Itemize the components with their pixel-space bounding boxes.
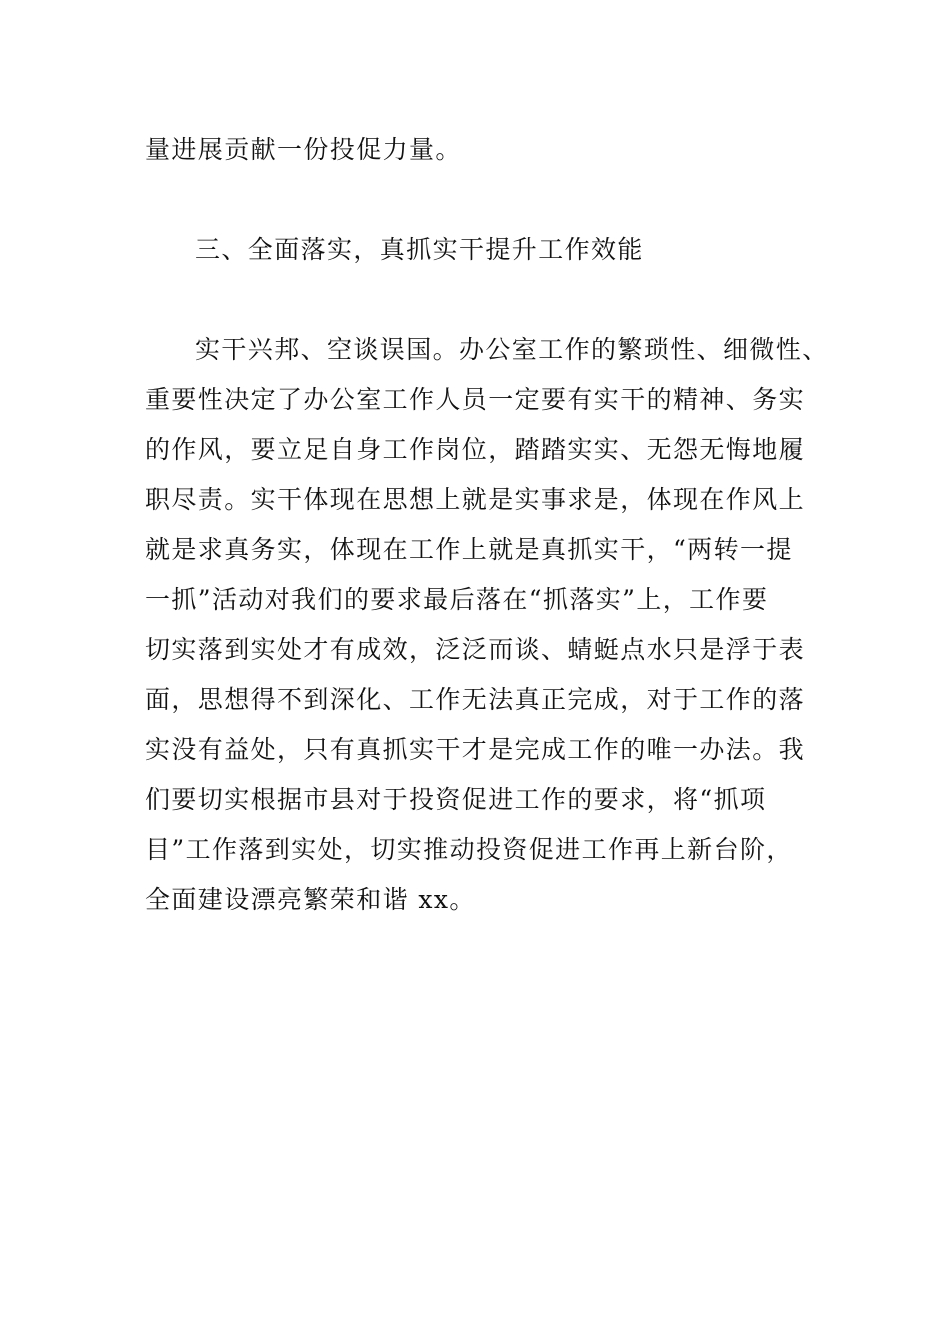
paragraph-line: 重要性决定了办公室工作人员一定要有实干的精神、务实 <box>145 385 806 414</box>
continuation-line: 量进展贡献一份投促力量。 <box>145 135 462 164</box>
paragraph-line: 实没有益处，只有真抓实干才是完成工作的唯一办法。我 <box>145 735 806 764</box>
paragraph-line: 目”工作落到实处，切实推动投资促进工作再上新台阶， <box>145 835 793 864</box>
paragraph-line: 职尽责。实干体现在思想上就是实事求是，体现在作风上 <box>145 485 806 514</box>
paragraph-line: 实干兴邦、空谈误国。办公室工作的繁琐性、细微性、 <box>195 335 829 364</box>
paragraph-line: 面，思想得不到深化、工作无法真正完成，对于工作的落 <box>145 685 806 714</box>
paragraph-line: 一抓”活动对我们的要求最后落在“抓落实”上，工作要 <box>145 585 769 614</box>
paragraph-line: 全面建设漂亮繁荣和谐 xx。 <box>145 885 476 914</box>
paragraph-line: 的作风，要立足自身工作岗位，踏踏实实、无怨无悔地履 <box>145 435 806 464</box>
paragraph-line: 们要切实根据市县对于投资促进工作的要求，将“抓项 <box>145 785 767 814</box>
section-heading: 三、全面落实，真抓实干提升工作效能 <box>195 235 644 264</box>
paragraph-line: 就是求真务实，体现在工作上就是真抓实干，“两转一提 <box>145 535 793 564</box>
paragraph-line: 切实落到实处才有成效，泛泛而谈、蜻蜓点水只是浮于表 <box>145 635 806 664</box>
